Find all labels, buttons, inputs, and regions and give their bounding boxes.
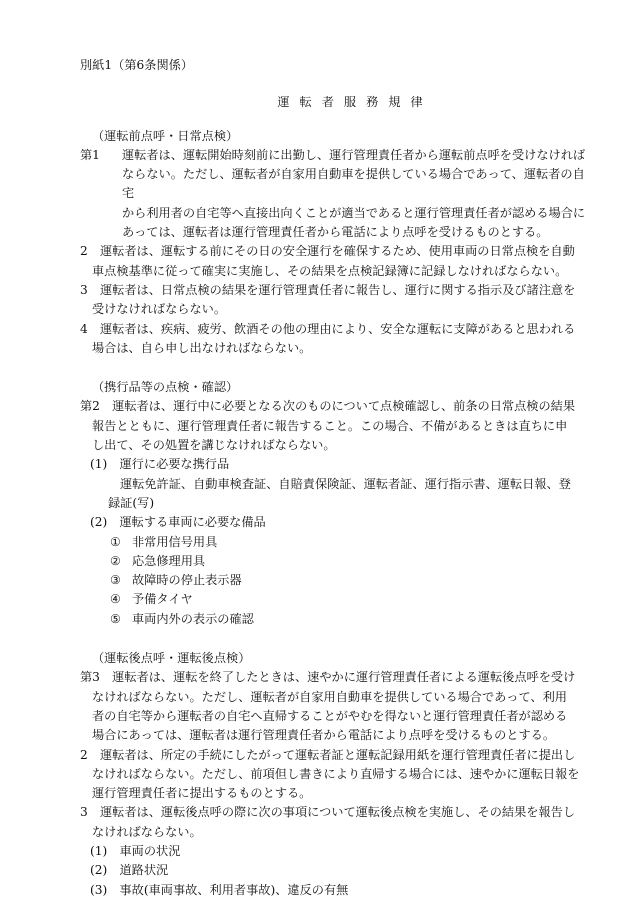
circled-number: ① [110,534,121,549]
article-2-line-3: し出て、その処置を講じなければならない。 [92,438,336,453]
article-3-para-3-line-2: なければならない。 [92,824,202,839]
equipment-item [80,533,590,552]
article-1-para-2 [80,242,590,281]
equipment-text: 故障時の停止表示器 [132,573,242,588]
article-3-line-2: なければならない。ただし、運転者が自家用自動車を提供している場合であって、利用 [92,689,567,704]
article-2 [80,397,590,455]
article-1-para-4-line-1: 運転者は、疾病、疲労、飲酒その他の理由により、安全な運転に支障があると思われる [99,321,576,336]
circled-number: ④ [110,592,121,607]
equipment-text: 応急修理用具 [132,553,206,568]
sub-item-label: (3) [90,882,108,897]
section-heading-post-driving: （運転後点呼・運転後点検） [92,651,251,666]
article-1-para-2-line-1: 運転者は、運転する前にその日の安全運行を確保するため、使用車両の日常点検を自動 [99,244,575,259]
document-title: 運転者服務規律 [277,95,433,110]
sub-item-label: (1) [90,843,108,858]
article-3-para-2-line-3: 運行管理責任者に提出するものとする。 [92,786,312,801]
circled-number: ③ [110,573,121,588]
check-item-text: 事故(車両事故、利用者事故)、違反の有無 [119,882,349,897]
paragraph-label: 3 [80,805,88,820]
equipment-text: 非常用信号用具 [132,534,218,549]
article-1-para-4 [80,320,590,359]
article-3-para-3-line-1: 運転者は、運転後点呼の際に次の事項について運転後点検を実施し、その結果を報告し [99,805,576,820]
article-2-line-2: 報告とともに、運行管理責任者に報告すること。この場合、不備があるときは直ちに申 [92,418,568,433]
equipment-text: 予備タイヤ [132,592,193,607]
check-item [80,842,590,861]
section-heading-pre-driving: （運転前点呼・日常点検） [92,128,239,143]
equipment-item [80,552,590,571]
equipment-item [80,610,590,629]
paragraph-label: 2 [80,244,88,259]
article-1-para-4-line-2: 場合は、自ら申し出なければならない。 [92,340,312,355]
section-heading-carried-items: （携行品等の点検・確認） [92,380,239,395]
article-3-para-2-line-2: なければならない。ただし、前項但し書きにより直帰する場合には、速やかに運転日報を [92,766,580,781]
sub-item-1 [80,455,590,474]
sub-item-label: (2) [90,515,108,530]
article-1-para-3-line-2: 受けなければならない。 [92,302,227,317]
paragraph-label: 2 [80,747,88,762]
circled-number: ⑤ [110,611,121,626]
equipment-text: 車両内外の表示の確認 [132,611,254,626]
sub-item-label: (2) [90,863,108,878]
paragraph-label: 3 [80,282,88,297]
sub-item-text: 運行に必要な携行品 [119,457,230,472]
article-label: 第2 [80,399,100,414]
annex-label: 別紙1（第6条関係） [80,58,194,72]
article-1-para-2-line-2: 車点検基準に従って確実に実施し、その結果を点検記録簿に記録しなければならない。 [92,263,568,278]
article-1 [80,146,590,242]
check-item [80,861,590,880]
article-1-para-3 [80,281,590,320]
article-3-para-2 [80,746,590,804]
article-1-line-2: ならない。ただし、運転者が自家用自動車を提供している場合であって、運転者の自宅 [122,167,585,201]
check-item-text: 道路状況 [119,863,169,878]
article-1-line-1: 運転者は、運転開始時刻前に出勤し、運行管理責任者から運転前点呼を受けなければ [122,147,586,162]
article-label: 第3 [80,670,100,685]
equipment-item [80,590,590,609]
article-3-line-4: 場合にあっては、運転者は運行管理責任者から電話により点呼を受けるものとする。 [92,728,556,743]
article-3-line-1: 運転者は、運転を終了したときは、速やかに運行管理責任者による運転後点呼を受け [112,670,576,685]
sub-item-1-line-2: 録証(写) [108,495,155,510]
article-3 [80,668,590,745]
sub-item-2 [80,513,590,532]
article-1-line-4: あっては、運転者は運行管理責任者から電話により点呼を受けるものとする。 [122,225,549,240]
article-3-line-3: 者の自宅等から運転者の自宅へ直帰することがやむを得ないと運行管理責任者が認める [92,708,568,723]
sub-item-text: 運転する車両に必要な備品 [119,515,266,530]
check-item-text: 車両の状況 [119,843,181,858]
article-1-line-3: から利用者の自宅等へ直接出向くことが適当であると運行管理責任者が認める場合に [122,205,586,220]
paragraph-label: 4 [80,321,88,336]
sub-item-1-body [80,475,590,514]
circled-number: ② [110,553,121,568]
article-2-line-1: 運転者は、運行中に必要となる次のものについて点検確認し、前条の日常点検の結果 [112,399,576,414]
equipment-item [80,571,590,590]
check-item [80,881,590,900]
article-3-para-2-line-1: 運転者は、所定の手続にしたがって運転者証と運転記録用紙を運行管理責任者に提出し [99,747,576,762]
article-label: 第1 [80,147,100,162]
article-3-para-3 [80,803,590,842]
sub-item-label: (1) [90,457,108,472]
sub-item-1-line-1: 運転免許証、自動車検査証、自賠責保険証、運転者証、運行指示書、運転日報、登 [120,476,571,491]
article-1-para-3-line-1: 運転者は、日常点検の結果を運行管理責任者に報告し、運行に関する指示及び諸注意を [99,282,576,297]
